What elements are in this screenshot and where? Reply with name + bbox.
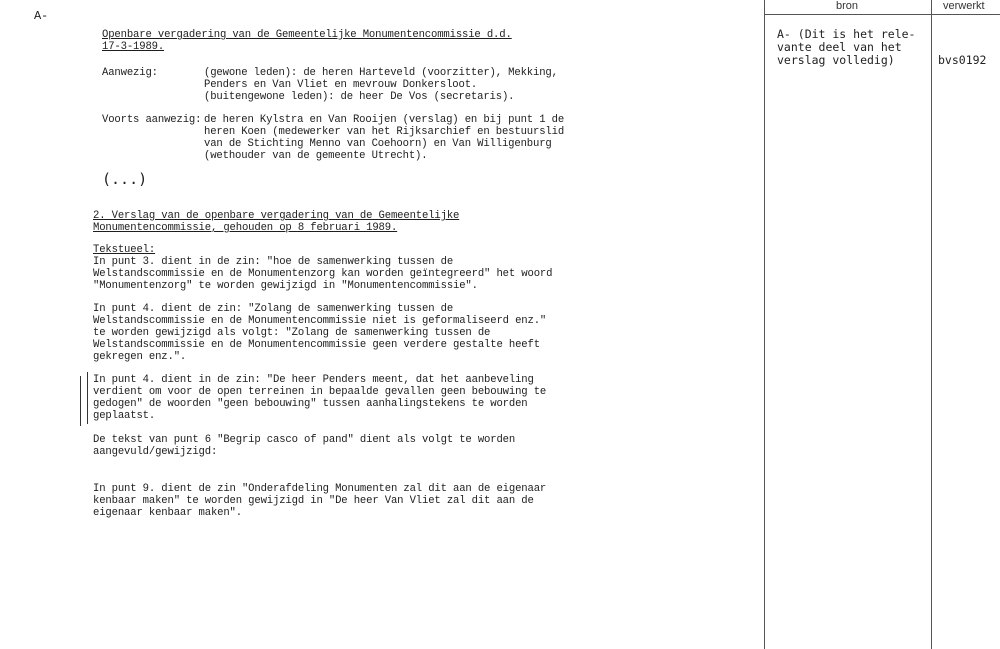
present-line: (buitengewone leden): de heer De Vos (secretaris). <box>204 91 515 103</box>
margin-bar <box>80 376 81 426</box>
also-present-line: (wethouder van de gemeente Utrecht). <box>204 150 428 162</box>
paragraph-line: eigenaar kenbaar maken". <box>93 507 242 519</box>
panel-divider-left <box>764 0 765 649</box>
paragraph-line: aangevuld/gewijzigd: <box>93 446 218 458</box>
present-label: Aanwezig: <box>102 67 158 79</box>
section-title-line2: Monumentencommissie, gehouden op 8 februari 1989. <box>93 222 398 234</box>
paragraph-line: kenbaar maken" te worden gewijzigd in "De heer Van Vliet zal dit aan de <box>93 495 534 507</box>
paragraph-line: gekregen enz.". <box>93 351 187 363</box>
paragraph-line: Welstandscommissie en de Monumentencommissie niet is geformaliseerd enz." <box>93 315 547 327</box>
paragraph-line: De tekst van punt 6 "Begrip casco of pand" dient als volgt te worden <box>93 434 516 446</box>
paragraph-line: te worden gewijzigd als volgt: "Zolang de samenwerking tussen de <box>93 327 491 339</box>
present-line: Penders en Van Vliet en mevrouw Donkersloot. <box>204 79 478 91</box>
panel-divider-middle <box>931 0 932 649</box>
column-header-verwerkt: verwerkt <box>943 0 985 12</box>
paragraph-line: In punt 3. dient in de zin: "hoe de samenwerking tussen de <box>93 256 454 268</box>
ellipsis-mark: (...) <box>102 170 148 188</box>
paragraph-line: gedogen" de woorden "geen bebouwing" tussen aanhalingstekens te worden <box>93 398 528 410</box>
verwerkt-code: bvs0192 <box>938 53 987 67</box>
paragraph-line: geplaatst. <box>93 410 156 422</box>
corner-mark: A- <box>34 9 49 23</box>
paragraph-line: Welstandscommissie en de Monumentencommissie geen verdere gestalte heeft <box>93 339 540 351</box>
also-present-line: van de Stichting Menno van Coehoorn) en Van Willigenburg <box>204 138 552 150</box>
paragraph-line: Welstandscommissie en de Monumentenzorg kan worden geïntegreerd" het woord <box>93 268 553 280</box>
bron-note-line: verslag volledig) <box>777 53 895 67</box>
margin-bar <box>87 372 88 424</box>
subheading-tekstueel: Tekstueel: <box>93 244 156 256</box>
paragraph-line: "Monumentenzorg" te worden gewijzigd in "Monumentencommissie". <box>93 280 478 292</box>
also-present-line: de heren Kylstra en Van Rooijen (verslag) en bij punt 1 de <box>204 114 565 126</box>
bron-note-line: vante deel van het <box>777 40 902 54</box>
also-present-line: heren Koen (medewerker van het Rijksarchief en bestuurslid <box>204 126 565 138</box>
paragraph-line: In punt 4. dient in de zin: "De heer Penders meent, dat het aanbeveling <box>93 374 534 386</box>
also-present-label: Voorts aanwezig: <box>102 114 202 126</box>
panel-header-rule <box>764 14 1000 15</box>
paragraph-line: In punt 4. dient de zin: "Zolang de samenwerking tussen de <box>93 303 454 315</box>
column-header-bron: bron <box>836 0 859 12</box>
present-line: (gewone leden): de heren Harteveld (voorzitter), Mekking, <box>204 67 558 79</box>
paragraph-line: In punt 9. dient de zin "Onderafdeling Monumenten zal dit aan de eigenaar <box>93 483 547 495</box>
paragraph-line: verdient om voor de open terreinen in bepaalde gevallen geen bebouwing te <box>93 386 547 398</box>
document-title-line1: Openbare vergadering van de Gemeentelijke Monumentencommissie d.d. <box>102 29 512 41</box>
document-title-line2: 17-3-1989. <box>102 41 165 53</box>
bron-note-line: A- (Dit is het rele- <box>777 27 916 41</box>
section-title-line1: 2. Verslag van de openbare vergadering van de Gemeentelijke <box>93 210 460 222</box>
